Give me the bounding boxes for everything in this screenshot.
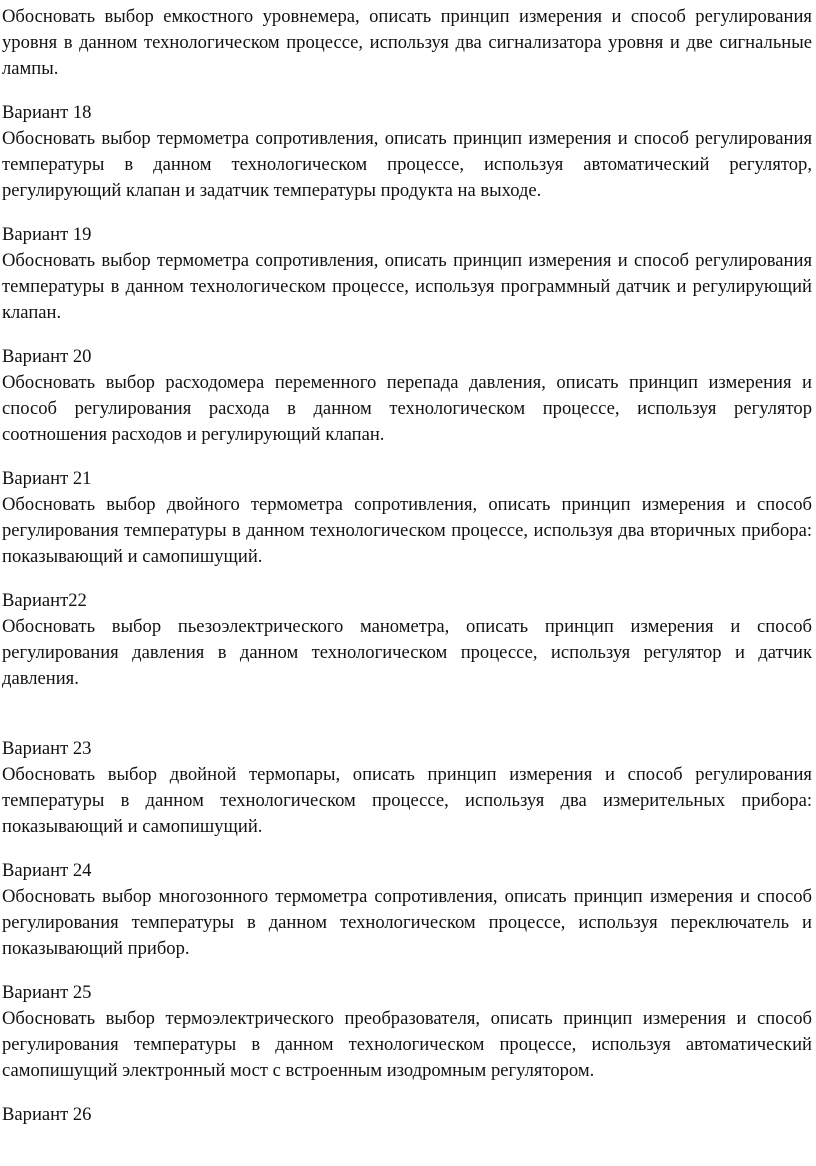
spacer <box>2 692 812 736</box>
variant-heading: Вариант 26 <box>2 1104 92 1125</box>
variant-text: Обосновать выбор двойной термопары, описать принцип измерения и способ регулирования температуры в данном технологическом процессе, используя два измерительных прибора: показывающий и самопишущий. <box>2 764 812 837</box>
variant-20 <box>2 344 812 448</box>
variant-text: Обосновать выбор термоэлектрического преобразователя, описать принцип измерения и способ регулирования температуры в данном технологическом процессе, используя автоматический самопишущий электронный мост с встроенным изодромным регулятором. <box>2 1008 812 1081</box>
spacer <box>2 840 812 858</box>
variant-text: Обосновать выбор двойного термометра сопротивления, описать принцип измерения и способ регулирования температуры в данном технологическом процессе, используя два вторичных прибора: показывающий и самопишущий. <box>2 494 812 567</box>
variant-heading: Вариант 21 <box>2 468 92 489</box>
variant-heading: Вариант 19 <box>2 224 92 245</box>
variant-25 <box>2 980 812 1084</box>
variant-text: Обосновать выбор пьезоэлектрического манометра, описать принцип измерения и способ регулирования давления в данном технологическом процессе, используя регулятор и датчик давления. <box>2 616 812 689</box>
variant-heading: Вариант 18 <box>2 102 92 123</box>
variant-text: Обосновать выбор многозонного термометра сопротивления, описать принцип измерения и способ регулирования температуры в данном технологическом процессе, используя переключатель и показывающий прибор. <box>2 886 812 959</box>
spacer <box>2 326 812 344</box>
spacer <box>2 448 812 466</box>
variant-26 <box>2 1102 812 1128</box>
variant-heading: Вариант 23 <box>2 738 92 759</box>
spacer <box>2 82 812 100</box>
variant-heading: Вариант 20 <box>2 346 92 367</box>
variant-18 <box>2 100 812 204</box>
variant-21 <box>2 466 812 570</box>
spacer <box>2 204 812 222</box>
spacer <box>2 1084 812 1102</box>
variant-23 <box>2 736 812 840</box>
spacer <box>2 570 812 588</box>
variant-24 <box>2 858 812 962</box>
variant-text: Обосновать выбор термометра сопротивления, описать принцип измерения и способ регулирования температуры в данном технологическом процессе, используя программный датчик и регулирующий клапан. <box>2 250 812 323</box>
variant-text: Обосновать выбор термометра сопротивления, описать принцип измерения и способ регулирования температуры в данном технологическом процессе, используя автоматический регулятор, регулирующий клапан и задатчик температуры продукта на выходе. <box>2 128 812 201</box>
variant-19 <box>2 222 812 326</box>
variant-heading: Вариант 24 <box>2 860 92 881</box>
variant-text: Обосновать выбор расходомера переменного перепада давления, описать принцип измерения и способ регулирования расхода в данном технологическом процессе, используя регулятор соотношения расходов и регулирующий клапан. <box>2 372 812 445</box>
variant-22 <box>2 588 812 692</box>
variant-heading: Вариант 25 <box>2 982 92 1003</box>
variant-heading: Вариант22 <box>2 590 87 611</box>
intro-paragraph: Обосновать выбор емкостного уровнемера, описать принцип измерения и способ регулирования уровня в данном технологическом процессе, используя два сигнализатора уровня и две сигнальные лампы. <box>2 6 812 79</box>
spacer <box>2 962 812 980</box>
